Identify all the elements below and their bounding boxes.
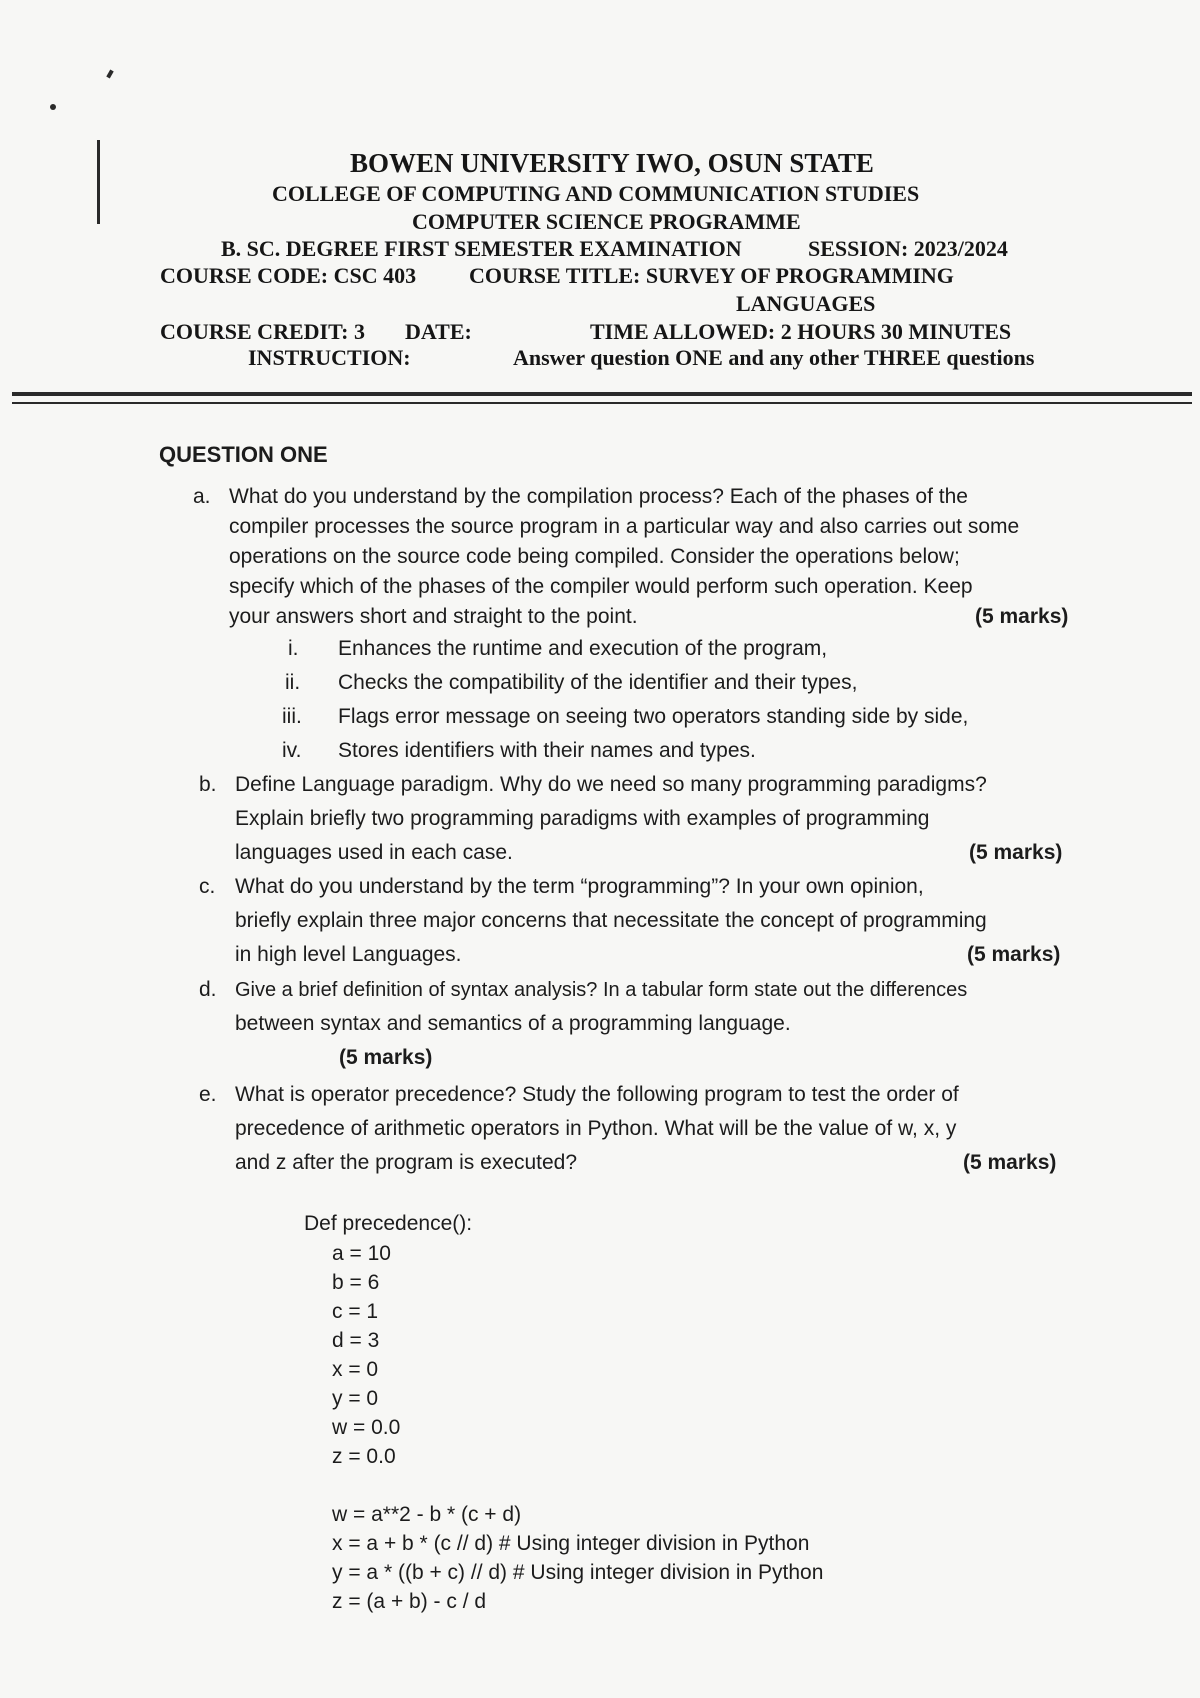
subitem-label: ii. [285,671,301,694]
scan-mark-tick [106,70,113,79]
part-text-line: between syntax and semantics of a programming language. [235,1012,791,1035]
part-marks: (5 marks) [967,943,1061,966]
part-marks: (5 marks) [339,1046,433,1069]
part-label: c. [199,875,216,898]
question-title: QUESTION ONE [159,442,328,467]
header-divider-thin [12,402,1192,404]
subitem-text: Flags error message on seeing two operators standing side by side, [338,705,969,728]
part-label: e. [199,1083,217,1106]
code-line: c = 1 [332,1300,379,1323]
part-marks: (5 marks) [975,605,1069,628]
subitem-text: Checks the compatibility of the identifier and their types, [338,671,858,694]
code-line: d = 3 [332,1329,380,1352]
header-divider-thick [12,392,1192,396]
code-def-line: Def precedence(): [304,1212,473,1235]
course-title: COURSE TITLE: SURVEY OF PROGRAMMING [469,263,954,288]
scan-mark-line [97,140,100,224]
part-text-line: Give a brief definition of syntax analysis? In a tabular form state out the differences [235,979,968,1001]
code-line: y = 0 [332,1387,379,1410]
time-allowed: TIME ALLOWED: 2 HOURS 30 MINUTES [590,319,1012,344]
part-text-line: your answers short and straight to the point. [229,605,638,628]
code-expression: y = a * ((b + c) // d) # Using integer division in Python [332,1561,824,1584]
part-text-line: and z after the program is executed? [235,1151,578,1174]
part-marks: (5 marks) [969,841,1063,864]
part-text-line: What is operator precedence? Study the following program to test the order of [235,1083,959,1106]
university-name: BOWEN UNIVERSITY IWO, OSUN STATE [350,148,874,178]
session: SESSION: 2023/2024 [808,236,1008,261]
part-text-line: What do you understand by the compilation process? Each of the phases of the [229,485,968,508]
code-line: b = 6 [332,1271,380,1294]
part-text-line: compiler processes the source program in a particular way and also carries out some [229,515,1020,538]
part-text-line: in high level Languages. [235,943,462,966]
part-label: b. [199,773,217,796]
course-code: COURSE CODE: CSC 403 [160,263,417,288]
part-label: a. [193,485,211,508]
code-line: w = 0.0 [332,1416,401,1439]
programme-name: COMPUTER SCIENCE PROGRAMME [412,209,801,234]
part-text-line: precedence of arithmetic operators in Python. What will be the value of w, x, y [235,1117,957,1140]
subitem-text: Stores identifiers with their names and types. [338,739,756,762]
course-title-continued: LANGUAGES [736,291,876,316]
part-label: d. [199,978,217,1001]
course-credit: COURSE CREDIT: 3 [160,319,365,344]
instruction-text: Answer question ONE and any other THREE questions [513,345,1035,370]
code-expression: x = a + b * (c // d) # Using integer division in Python [332,1532,810,1555]
part-text-line: Explain briefly two programming paradigms with examples of programming [235,807,930,830]
subitem-label: iii. [282,705,302,728]
scan-mark-dot [50,104,56,110]
part-text-line: briefly explain three major concerns that necessitate the concept of programming [235,909,987,932]
instruction-label: INSTRUCTION: [248,345,411,370]
exam-title: B. SC. DEGREE FIRST SEMESTER EXAMINATION [221,236,742,261]
part-text-line: Define Language paradigm. Why do we need so many programming paradigms? [235,773,987,796]
code-line: z = 0.0 [332,1445,396,1468]
code-expression: z = (a + b) - c / d [332,1590,487,1613]
part-text-line: operations on the source code being compiled. Consider the operations below; [229,545,960,568]
subitem-text: Enhances the runtime and execution of the program, [338,637,828,660]
code-line: x = 0 [332,1358,379,1381]
college-name: COLLEGE OF COMPUTING AND COMMUNICATION STUDIES [272,181,920,206]
code-expression: w = a**2 - b * (c + d) [332,1503,522,1526]
part-text-line: languages used in each case. [235,841,513,864]
part-text-line: specify which of the phases of the compiler would perform such operation. Keep [229,575,973,598]
code-line: a = 10 [332,1242,391,1265]
subitem-label: iv. [282,739,302,762]
exam-date: DATE: [405,319,472,344]
part-marks: (5 marks) [963,1151,1057,1174]
part-text-line: What do you understand by the term “programming”? In your own opinion, [235,875,924,898]
subitem-label: i. [288,637,299,660]
